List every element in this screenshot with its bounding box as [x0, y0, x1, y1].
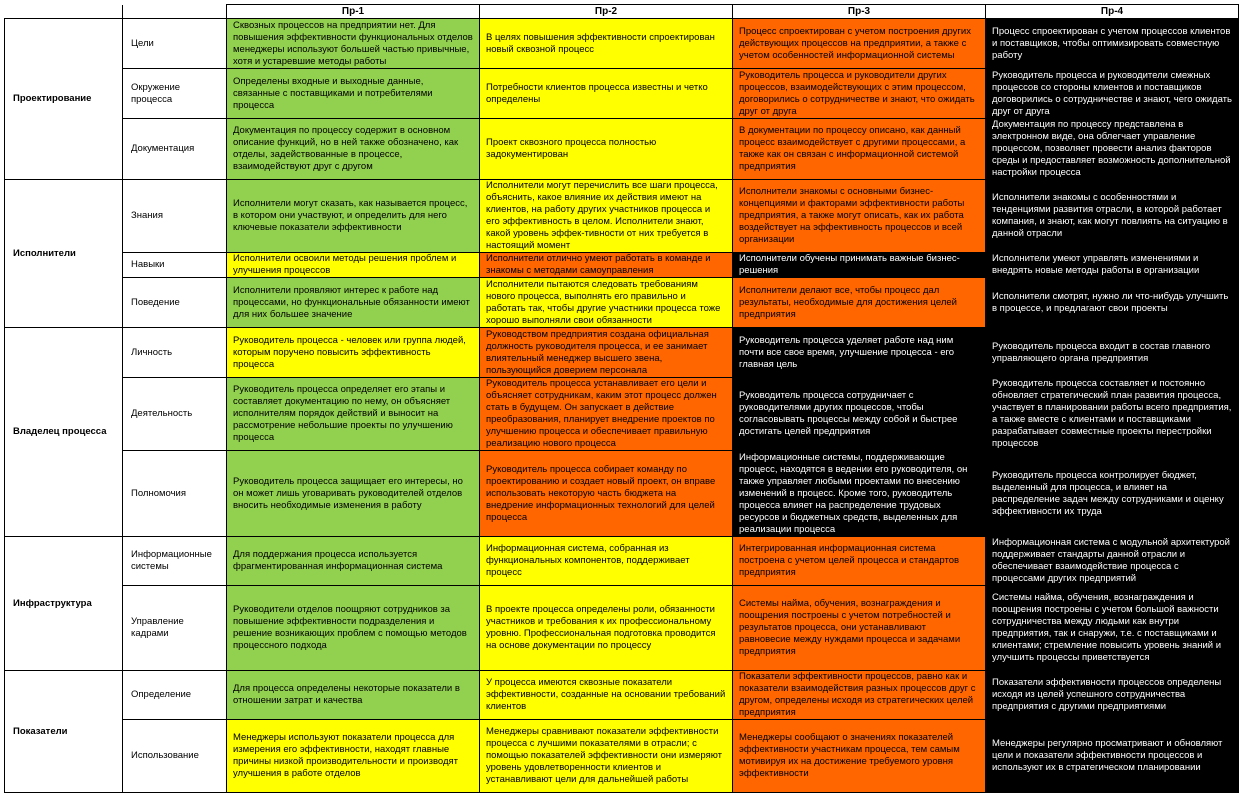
cell-level-2: Исполнители освоили методы решения проблем и улучшения процессов	[227, 253, 480, 278]
cell-level-4: Информационная система с модульной архитектурой поддерживает стандарты данной отрасли и обеспечивает взаимодействие процесса с процессами других предприятий	[986, 537, 1239, 586]
cell-level-2: Исполнители пытаются следовать требованиям нового процесса, выполнять его правильно и работать так, чтобы другие участники процесса тоже хорошо выполняли свои обязанности	[480, 278, 733, 328]
cell-level-2: В проекте процесса определены роли, обязанности участников и требования к их профессиональному уровню. Профессиональная подготовка проводится на основе документации по процессу	[480, 586, 733, 671]
table-row	[5, 586, 1239, 671]
cell-level-2: Проект сквозного процесса полностью задокументирован	[480, 119, 733, 180]
header-row	[5, 5, 1239, 19]
subcategory-skills: Навыки	[123, 253, 227, 278]
cell-level-3: Исполнители знакомы с основными бизнес-концепциями и факторами эффективности работы предприятия, а также могут описать, как их работа воздействует на эффективность процессов и всей организации	[733, 180, 986, 253]
category-design: Проектирование	[5, 19, 123, 180]
cell-level-1: Документация по процессу содержит в основном описание функций, но в ней также обозначено, как отделы, задействованные в процессе, взаимодействуют друг с другом	[227, 119, 480, 180]
cell-level-3: Менеджеры сообщают о значениях показателей эффективности участникам процесса, тем самым мотивируя их на достижение требуемого уровня эффективности	[733, 720, 986, 793]
table-row	[5, 451, 1239, 537]
table-row	[5, 537, 1239, 586]
category-performers: Исполнители	[5, 180, 123, 328]
cell-level-4: Руководитель процесса уделяет работе над ним почти все свое время, улучшение процесса - его главная цель	[733, 328, 986, 378]
table-row	[5, 278, 1239, 328]
table-row	[5, 180, 1239, 253]
cell-level-1: Исполнители могут сказать, как называется процесс, в котором они участвуют, и определить для него ключевые показатели эффективности	[227, 180, 480, 253]
cell-level-4: Исполнители знакомы с особенностями и тенденциями развития отрасли, в которой работает компания, и знают, как могут повлиять на ситуацию в данной отрасли	[986, 180, 1239, 253]
subcategory-definition: Определение	[123, 671, 227, 720]
cell-level-1: Определены входные и выходные данные, связанные с поставщиками и потребителями процесса	[227, 69, 480, 119]
subcategory-hr-management: Управление кадрами	[123, 586, 227, 671]
subcategory-personality: Личность	[123, 328, 227, 378]
cell-level-4: Руководитель процесса контролирует бюджет, выделенный для процесса, и влияет на распределение задач между сотрудниками и оценку эффективности их труда	[986, 451, 1239, 537]
cell-level-4: Руководитель процесса составляет и постоянно обновляет стратегический план развития процесса, участвует в планировании работы всего предприятия, а также вместе с клиентами и поставщиками разрабатывает совместные проекты перестройки процессов	[986, 378, 1239, 451]
cell-level-2: Исполнители могут перечислить все шаги процесса, объяснить, какое влияние их действия имеют на клиентов, на работу других участников процесса и его эффективность в целом. Исполнители знают, какой уровень эффек-тивности от них требуется в настоящий момент	[480, 180, 733, 253]
cell-level-3: Руководитель процесса устанавливает его цели и объясняет сотрудникам, каким этот процесс должен стать в будущем. Он запускает в действие преобразования, планирует внедрение проектов по улучшению процесса и обеспечивает правильную реализацию нового процесса	[480, 378, 733, 451]
cell-level-4: Документация по процессу представлена в электронном виде, она облегчает управление процессом, позволяет провести анализ факторов среды и предоставляет возможность дополнительной настройки процесса	[986, 119, 1239, 180]
cell-level-3: Системы найма, обучения, вознаграждения и поощрения построены с учетом потребностей и результатов процесса, они устанавливают равновесие между нуждами процесса и задачами предприятия	[733, 586, 986, 671]
cell-level-4: Системы найма, обучения, вознаграждения и поощрения построены с учетом большой важности сотрудничества между людьми как внутри предприятия, так и снаружи, т.е. с поставщиками и клиентами; стремление повысить уровень знаний и улучшить процессы приветствуется	[986, 586, 1239, 671]
table-row	[5, 69, 1239, 119]
cell-level-1: Сквозных процессов на предприятии нет. Для повышения эффективности функциональных отделов менеджеры используют большей частью привычные, хотя и устаревшие методы работы	[227, 19, 480, 69]
cell-level-4: Руководитель процесса и руководители смежных процессов со стороны клиентов и поставщиков договорились о сотрудничестве и знают, чего ожидать друг от друга	[986, 69, 1239, 119]
cell-level-4: Исполнители умеют управлять изменениями и внедрять новые методы работы в организации	[986, 253, 1239, 278]
cell-level-2: Потребности клиентов процесса известны и четко определены	[480, 69, 733, 119]
subcategory-activity: Деятельность	[123, 378, 227, 451]
cell-level-2: В целях повышения эффективности спроектирован новый сквозной процесс	[480, 19, 733, 69]
table-row	[5, 720, 1239, 793]
cell-level-4: Руководитель процесса сотрудничает с руководителями других процессов, чтобы согласовывать процессы между собой и быстрее достигать целей предприятия	[733, 378, 986, 451]
cell-level-1: Руководители отделов поощряют сотрудников за повышение эффективности подразделения и решение возникающих проблем с помощью методов процессного подхода	[227, 586, 480, 671]
header-blank	[5, 5, 123, 19]
process-maturity-table	[4, 4, 1239, 793]
subcategory-environment: Окружение процесса	[123, 69, 227, 119]
table-row	[5, 253, 1239, 278]
cell-level-1: Для поддержания процесса используется фрагментированная информационная система	[227, 537, 480, 586]
subcategory-documentation: Документация	[123, 119, 227, 180]
cell-level-1: Руководитель процесса определяет его этапы и составляет документацию по нему, он объясняет исполнителям порядок действий и выносит на рассмотрение небольшие проекты по улучшению процесса	[227, 378, 480, 451]
cell-level-1: Руководитель процесса защищает его интересы, но он может лишь уговаривать руководителей отделов вносить необходимые изменения в работу	[227, 451, 480, 537]
column-header-pr4[interactable]: Пр-4	[986, 5, 1239, 19]
cell-level-3: В документации по процессу описано, как данный процесс взаимодействует с другими процессами, а также как он связан с информационной системой предприятия	[733, 119, 986, 180]
cell-level-4: Процесс спроектирован с учетом процессов клиентов и поставщиков, чтобы оптимизировать совместную работу	[986, 19, 1239, 69]
cell-level-3: Исполнители делают все, чтобы процесс дал результаты, необходимые для достижения целей предприятия	[733, 278, 986, 328]
subcategory-goals: Цели	[123, 19, 227, 69]
category-metrics: Показатели	[5, 671, 123, 793]
column-header-pr3[interactable]: Пр-3	[733, 5, 986, 19]
cell-level-3: Руководством предприятия создана официальная должность руководителя процесса, и ее занимает влиятельный менеджер высшего звена, пользующийся доверием персонала	[480, 328, 733, 378]
cell-level-4: Руководитель процесса входит в состав главного управляющего органа предприятия	[986, 328, 1239, 378]
subcategory-information-systems: Информационные системы	[123, 537, 227, 586]
header-blank	[123, 5, 227, 19]
cell-level-4: Менеджеры регулярно просматривают и обновляют цели и показатели эффективности процессов и используют их в стратегическом планировании	[986, 720, 1239, 793]
cell-level-3: Процесс спроектирован с учетом построения других действующих процессов на предприятии, а также с учетом особенностей информационной системы	[733, 19, 986, 69]
cell-level-4: Информационные системы, поддерживающие процесс, находятся в ведении его руководителя, он также управляет любыми проектами по внесению изменений в процесс. Кроме того, руководитель процесса влияет на распределение трудовых ресурсов и бюджетных средств, выделенных для реализации процесса	[733, 451, 986, 537]
column-header-pr2[interactable]: Пр-2	[480, 5, 733, 19]
cell-level-2: У процесса имеются сквозные показатели эффективности, созданные на основании требований клиентов	[480, 671, 733, 720]
table-row	[5, 671, 1239, 720]
cell-level-3: Исполнители отлично умеют работать в команде и знакомы с методами самоуправления	[480, 253, 733, 278]
cell-level-3: Руководитель процесса собирает команду по проектированию и создает новый проект, он вправе использовать некоторую часть бюджета на внедрение информационных технологий для целей процесса	[480, 451, 733, 537]
subcategory-usage: Использование	[123, 720, 227, 793]
cell-level-3: Показатели эффективности процессов, равно как и показатели взаимодействия разных процессов друг с другом, определены исходя из стратегических целей предприятия	[733, 671, 986, 720]
subcategory-behavior: Поведение	[123, 278, 227, 328]
cell-level-4: Исполнители смотрят, нужно ли что-нибудь улучшить в процессе, и предлагают свои проекты	[986, 278, 1239, 328]
cell-level-4: Исполнители обучены принимать важные бизнес-решения	[733, 253, 986, 278]
cell-level-2: Руководитель процесса - человек или группа людей, которым поручено повысить эффективность процесса	[227, 328, 480, 378]
category-infrastructure: Инфраструктура	[5, 537, 123, 671]
cell-level-1: Для процесса определены некоторые показатели в отношении затрат и качества	[227, 671, 480, 720]
column-header-pr1[interactable]: Пр-1	[227, 5, 480, 19]
cell-level-3: Интегрированная информационная система построена с учетом целей процесса и стандартов предприятия	[733, 537, 986, 586]
table-row	[5, 119, 1239, 180]
cell-level-1: Исполнители проявляют интерес к работе над процессами, но функциональные обязанности имеют для них большее значение	[227, 278, 480, 328]
table-row	[5, 378, 1239, 451]
subcategory-knowledge: Знания	[123, 180, 227, 253]
subcategory-authority: Полномочия	[123, 451, 227, 537]
cell-level-2: Менеджеры сравнивают показатели эффективности процесса с лучшими показателями в отрасли; с помощью показателей эффективности они измеряют уровень удовлетворенности клиентов и устанавливают цели для дальнейшей работы	[480, 720, 733, 793]
category-owner: Владелец процесса	[5, 328, 123, 537]
cell-level-4: Показатели эффективности процессов определены исходя из целей успешного сотрудничества предприятия с другими предприятиями	[986, 671, 1239, 720]
table-row	[5, 328, 1239, 378]
cell-level-2: Менеджеры используют показатели процесса для измерения его эффективности, находят главные причины низкой производительности и производят улучшения в работе отделов	[227, 720, 480, 793]
table-row	[5, 19, 1239, 69]
cell-level-2: Информационная система, собранная из функциональных компонентов, поддерживает процесс	[480, 537, 733, 586]
cell-level-3: Руководитель процесса и руководители других процессов, взаимодействующих с этим процессом, договорились о сотрудничестве и знают, что ожидать друг от друга	[733, 69, 986, 119]
